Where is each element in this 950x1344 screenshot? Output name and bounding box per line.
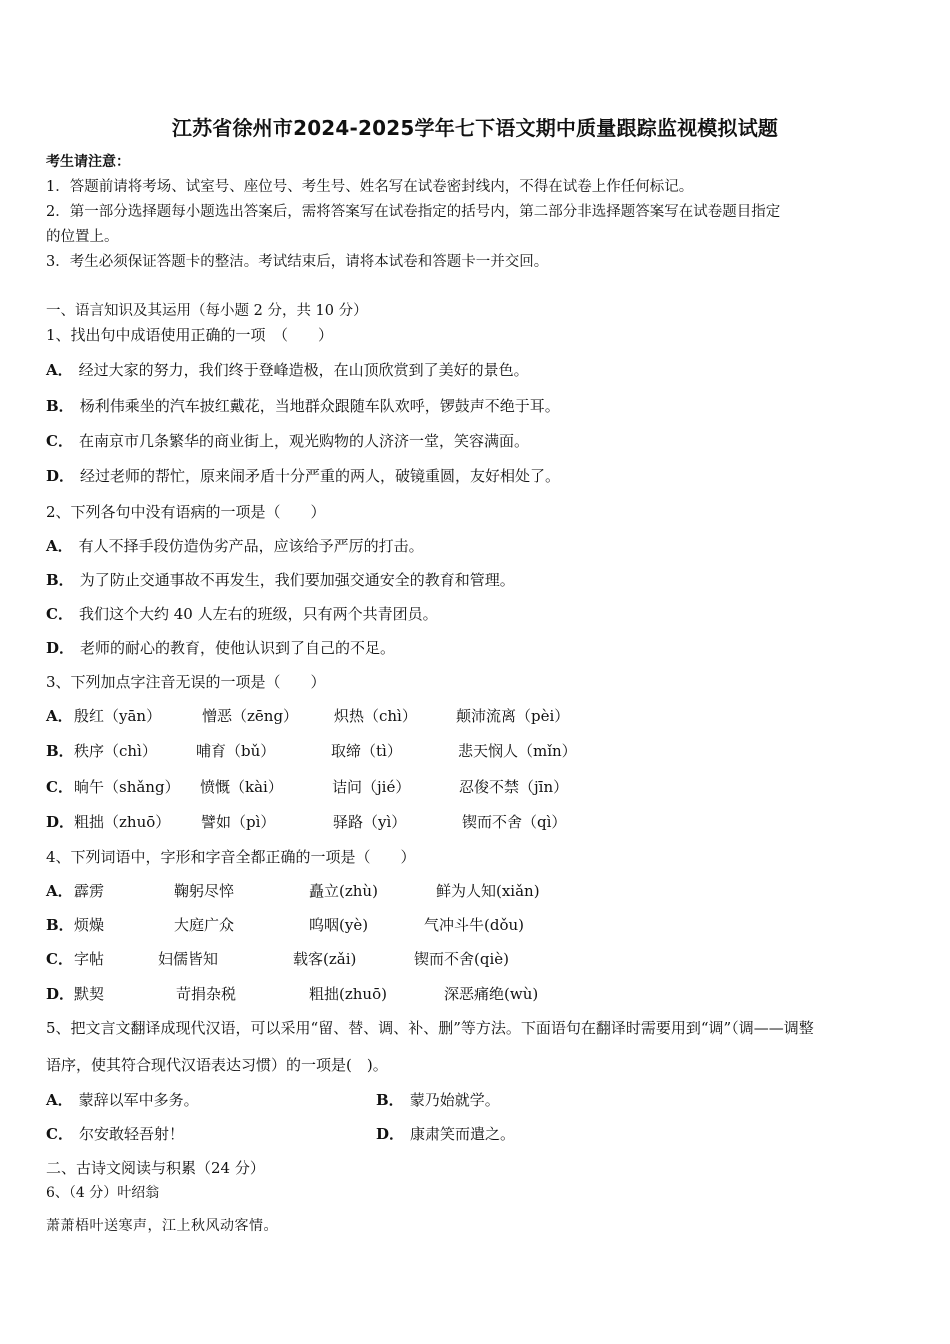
q3-row-c-item-1: 晌午（shǎng） (74, 778, 180, 796)
q4-row-a-item-2: 鞠躬尽悴 (174, 882, 235, 900)
q4-row-d-item-4: 深恶痛绝(wù) (444, 985, 539, 1003)
q4-row-c-item-3: 载客(zǎi) (293, 950, 357, 968)
option-label: D． (376, 1125, 405, 1143)
q5-stem: 5、把文言文翻译成现代汉语，可以采用“留、替、调、补、删”等方法。下面语句在翻译时需要用到“调”（调——调整 (46, 1019, 814, 1037)
q3-row-d-item-3: 驿路（yì） (333, 813, 407, 831)
option-label: A． (46, 1091, 73, 1109)
notice-item-3: 3．考生必须保证答题卡的整洁。考试结束后，请将本试卷和答题卡一并交回。 (46, 254, 549, 270)
q4-row-d-item-1: 默契 (74, 985, 105, 1003)
q1-stem: 1、找出句中成语使用正确的一项 （ ） (46, 326, 334, 344)
option-label: A． (46, 361, 73, 379)
q4-row-b-item-1: 烦燥 (74, 916, 105, 934)
option-text: 老师的耐心的教育，使他认识到了自己的不足。 (80, 639, 396, 657)
q1-option-c (46, 431, 529, 451)
q2-option-a (46, 536, 424, 556)
q4-row-d-item-3: 粗拙(zhuō) (309, 985, 387, 1003)
option-label: C． (46, 432, 73, 450)
q4-row-d-item-2: 苛捐杂税 (176, 985, 237, 1003)
option-label: A． (46, 537, 73, 555)
q4-row-b-item-4: 气冲斗牛(dǒu) (424, 916, 524, 934)
q2-option-d (46, 638, 395, 658)
option-text: 我们这个大约 40 人左右的班级，只有两个共青团员。 (78, 605, 438, 623)
section-2-heading: 二、古诗文阅读与积累（24 分） (46, 1159, 265, 1177)
q4-row-c-item-4: 锲而不舍(qiè) (414, 950, 509, 968)
notice-item-2-cont: 的位置上。 (46, 229, 119, 245)
option-text: 经过老师的帮忙，原来闹矛盾十分严重的两人，破镜重圆，友好相处了。 (80, 467, 561, 485)
q3-row-c-item-4: 忍俊不禁（jīn） (459, 778, 569, 796)
q3-row-b-item-1: 秩序（chì） (74, 742, 157, 760)
option-text: 蒙辞以军中多务。 (78, 1091, 199, 1109)
option-label: B． (46, 571, 74, 589)
q3-row-d-item-2: 譬如（pì） (201, 813, 276, 831)
q3-row-b-item-4: 悲天悯人（mǐn） (458, 742, 577, 760)
q5-option-b (376, 1090, 500, 1110)
q4-row-a-item-1: 霹雳 (74, 882, 105, 900)
q3-row-b-item-2: 哺育（bǔ） (196, 742, 276, 760)
option-label: C． (46, 605, 73, 623)
page-title: 江苏省徐州市2024-2025学年七下语文期中质量跟踪监视模拟试题 (171, 116, 779, 140)
q4-row-c-item-1: 字帖 (74, 950, 105, 968)
q2-option-b (46, 570, 515, 590)
option-text: 有人不择手段仿造伪劣产品，应该给予严厉的打击。 (78, 537, 424, 555)
q5-option-d (376, 1124, 515, 1144)
q3-row-c-item-3: 诘问（jié） (332, 778, 411, 796)
option-label: D． (46, 467, 75, 485)
q5-stem-cont: 语序，使其符合现代汉语表达习惯）的一项是( )。 (46, 1056, 388, 1074)
option-text: 尔安敢轻吾射！ (78, 1125, 184, 1143)
q4-row-b-item-2: 大庭广众 (174, 916, 235, 934)
q5-option-a (46, 1090, 199, 1110)
option-text: 在南京市几条繁华的商业街上，观光购物的人济济一堂，笑容满面。 (78, 432, 529, 450)
q2-option-c (46, 604, 438, 624)
option-text: 蒙乃始就学。 (409, 1091, 500, 1109)
q6-poem-line: 萧萧梧叶送寒声，江上秋风动客情。 (46, 1218, 278, 1234)
option-label: B． (46, 397, 74, 415)
option-label: C． (46, 1125, 73, 1143)
section-1-heading: 一、语言知识及其运用（每小题 2 分，共 10 分） (46, 303, 368, 319)
q3-row-c-label: C． (46, 778, 73, 796)
option-label: B． (376, 1091, 404, 1109)
q4-row-a-item-4: 鲜为人知(xiǎn) (436, 882, 540, 900)
option-label: D． (46, 639, 75, 657)
q3-row-d-item-1: 粗拙（zhuō） (74, 813, 171, 831)
notice-heading: 考生请注意： (46, 154, 130, 170)
q3-row-a-label: A． (46, 707, 73, 725)
q2-stem: 2、下列各句中没有语病的一项是（ ） (46, 503, 326, 521)
q3-row-b-label: B． (46, 742, 74, 760)
q1-option-b (46, 396, 560, 416)
q4-row-c-item-2: 妇儒皆知 (158, 950, 219, 968)
q4-row-c-label: C． (46, 950, 73, 968)
q4-stem: 4、下列词语中，字形和字音全都正确的一项是（ ） (46, 848, 416, 866)
q3-row-a-item-2: 憎恶（zēng） (202, 707, 299, 725)
q4-row-a-item-3: 矗立(zhù) (309, 882, 378, 900)
q3-row-a-item-1: 殷红（yān） (74, 707, 162, 725)
q3-row-a-item-4: 颠沛流离（pèi） (456, 707, 570, 725)
notice-item-2: 2．第一部分选择题每小题选出答案后，需将答案写在试卷指定的括号内，第二部分非选择题答案写在试卷题目指定 (46, 204, 781, 220)
q1-option-d (46, 466, 560, 486)
q3-row-d-item-4: 锲而不舍（qì） (462, 813, 567, 831)
notice-item-1: 1．答题前请将考场、试室号、座位号、考生号、姓名写在试卷密封线内，不得在试卷上作任何标记。 (46, 179, 694, 195)
q4-row-d-label: D． (46, 985, 75, 1003)
option-text: 经过大家的努力，我们终于登峰造极，在山顶欣赏到了美好的景色。 (78, 361, 529, 379)
q6-stem: 6、（4 分）叶绍翁 (46, 1185, 160, 1201)
q3-row-c-item-2: 愤慨（kài） (200, 778, 283, 796)
q1-option-a (46, 360, 529, 380)
q3-stem: 3、下列加点字注音无误的一项是（ ） (46, 673, 326, 691)
q3-row-d-label: D． (46, 813, 75, 831)
option-text: 康肃笑而遣之。 (410, 1125, 516, 1143)
q3-row-b-item-3: 取缔（tì） (331, 742, 402, 760)
option-text: 杨利伟乘坐的汽车披红戴花，当地群众跟随车队欢呼，锣鼓声不绝于耳。 (79, 397, 560, 415)
q4-row-a-label: A． (46, 882, 73, 900)
q3-row-a-item-3: 炽热（chì） (334, 707, 417, 725)
q4-row-b-label: B． (46, 916, 74, 934)
option-text: 为了防止交通事故不再发生，我们要加强交通安全的教育和管理。 (79, 571, 515, 589)
q4-row-b-item-3: 呜咽(yè) (309, 916, 369, 934)
q5-option-c (46, 1124, 184, 1144)
